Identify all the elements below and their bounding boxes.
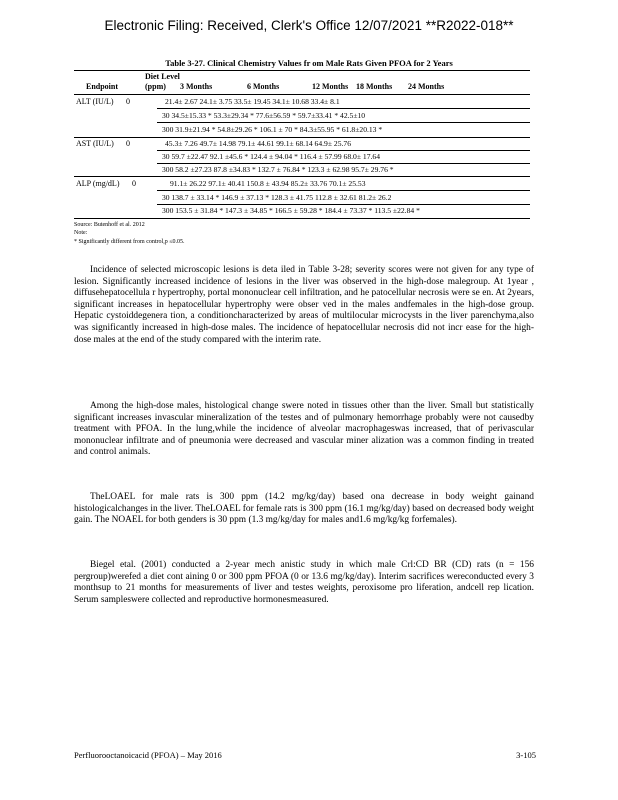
table-rule-inner [157,163,530,164]
table-rule-inner [157,204,530,205]
row-ast-dose-zero: 0 [126,139,130,148]
col-diet-level: Diet Level [145,72,180,81]
table-line: 30 34.5±15.33 * 53.3±29.34 * 77.6±56.59 * 59.7±33.41 * 42.5±10 [162,111,366,120]
table-line: 91.1± 26.22 97.1± 40.41 150.8 ± 43.94 85.2± 33.76 70.1± 25.53 [170,179,366,188]
table-line: 21.4± 2.67 24.1± 3.75 33.5± 19.45 34.1± 10.68 33.4± 8.1 [165,97,340,106]
table-footnote: * Significantly different from control,p ≤0.05. [74,239,185,245]
col-endpoint: Endpoint [86,82,119,91]
table-line: 45.3± 7.26 49.7± 14.98 79.1± 44.61 99.1± 68.14 64.9± 25.76 [165,139,352,148]
table-rule-bottom [74,218,530,219]
footer-document-title: Perfluorooctanoicacid (PFOA) – May 2016 [74,750,222,760]
table-note-label: Note: [74,230,88,236]
table-line: 30 59.7 ±22.47 92.1 ±45.6 * 124.4 ± 94.04 * 116.4 ± 57.99 68.0± 17.64 [162,152,380,161]
table-rule-header [74,94,530,95]
row-ast-label: AST (IU/L) [76,139,114,148]
row-alp-dose-zero: 0 [132,179,136,188]
filing-header: Electronic Filing: Received, Clerk's Office 12/07/2021 **R2022-018** [104,18,514,33]
table-rule-inner [157,190,530,191]
footer-page-number: 3-105 [516,750,536,760]
col-24-months: 24 Months [408,82,445,91]
col-18-months: 18 Months [356,82,393,91]
body-paragraph-liver-lesions: Incidence of selected microscopic lesions is deta iled in Table 3-28; severity scores were not given for any type of lesion. Significantly increased incidence of lesions in the liver was observed in the high-dose malegroup. At 1year , diffusehepatocellula r hypertrophy, portal mononuclear cell infiltration, and he patocellular necrosis were se en. At 2years, significant increases in hepatocellular hypertrophy were obser ved in the males andfemales in the high-dose group. Hepatic cystoiddegenera tion, a conditioncharacterized by areas of multilocular microcysts in the liver parenchyma,also was significantly increased in high-dose males. The incidence of hepatocellular necrosis did not incr ease for the high-dose males at the end of the study compared with the interim rate. [74,265,534,345]
row-alp-label: ALP (mg/dL) [76,179,120,188]
table-rule-inner [157,122,530,123]
row-alt-label: ALT (IU/L) [76,97,114,106]
table-line: 30 138.7 ± 33.14 * 146.9 ± 37.13 * 128.3 ± 41.75 112.8 ± 32.61 81.2± 26.2 [162,193,392,202]
table-rule-top [74,70,530,71]
col-3-months: 3 Months [180,82,213,91]
table-line: 300 153.5 ± 31.84 * 147.3 ± 34.85 * 166.5 ± 59.28 * 184.4 ± 73.37 * 113.5 ±22.84 * [162,206,420,215]
table-title: Table 3-27. Clinical Chemistry Values fr om Male Rats Given PFOA for 2 Years [165,58,453,68]
table-line: 300 58.2 ±27.23 87.8 ±34.83 * 132.7 ± 76.84 * 123.3 ± 62.98 95.7± 29.76 * [162,165,394,174]
row-alt-dose-zero: 0 [126,97,130,106]
table-rule-section [74,137,530,138]
col-ppm: (ppm) [145,82,166,91]
table-rule-section [74,176,530,177]
body-paragraph-biegel: Biegel etal. (2001) conducted a 2-year mech anistic study in which male Crl:CD BR (CD) rats (n = 156 pergroup)werefed a diet cont aining 0 or 300 ppm PFOA (0 or 13.6 mg/kg/day). Interim sacrifices wereconducted every 3 monthsup to 21 months for measurements of liver and testes weights, peroxisome pro liferation, andcell rep lication. Serum sampleswere collected and reproductive hormonesmeasured. [74,560,534,605]
table-source: Source: Butenhoff et al. 2012 [74,222,145,228]
body-paragraph-histology: Among the high-dose males, histological change swere noted in tissues other than the liver. Small but statistically significant increases invascular mineralization of the testes and of pulmonary hemorrhage probably were not causedby treatment with PFOA. In the lung,while the incidence of alveolar macrophageswas increased, that of perivascular mononuclear infiltrate and of pneumonia were decreased and vascular miner alization was a common finding in treated and control animals. [74,401,534,458]
col-12-months: 12 Months [312,82,349,91]
table-rule-inner [157,108,530,109]
table-line: 300 31.9±21.94 * 54.8±29.26 * 106.1 ± 70 * 84.3±55.95 * 61.8±20.13 * [162,125,383,134]
col-6-months: 6 Months [247,82,280,91]
table-rule-inner [157,150,530,151]
body-paragraph-loael: TheLOAEL for male rats is 300 ppm (14.2 mg/kg/day) based ona decrease in body weight gainand histologicalchanges in the liver. TheLOAEL for female rats is 300 ppm (16.1 mg/kg/day) based on decreased body weight gain. The NOAEL for both genders is 30 ppm (1.3 mg/kg/day for males and1.6 mg/kg/kg forfemales). [74,492,534,526]
